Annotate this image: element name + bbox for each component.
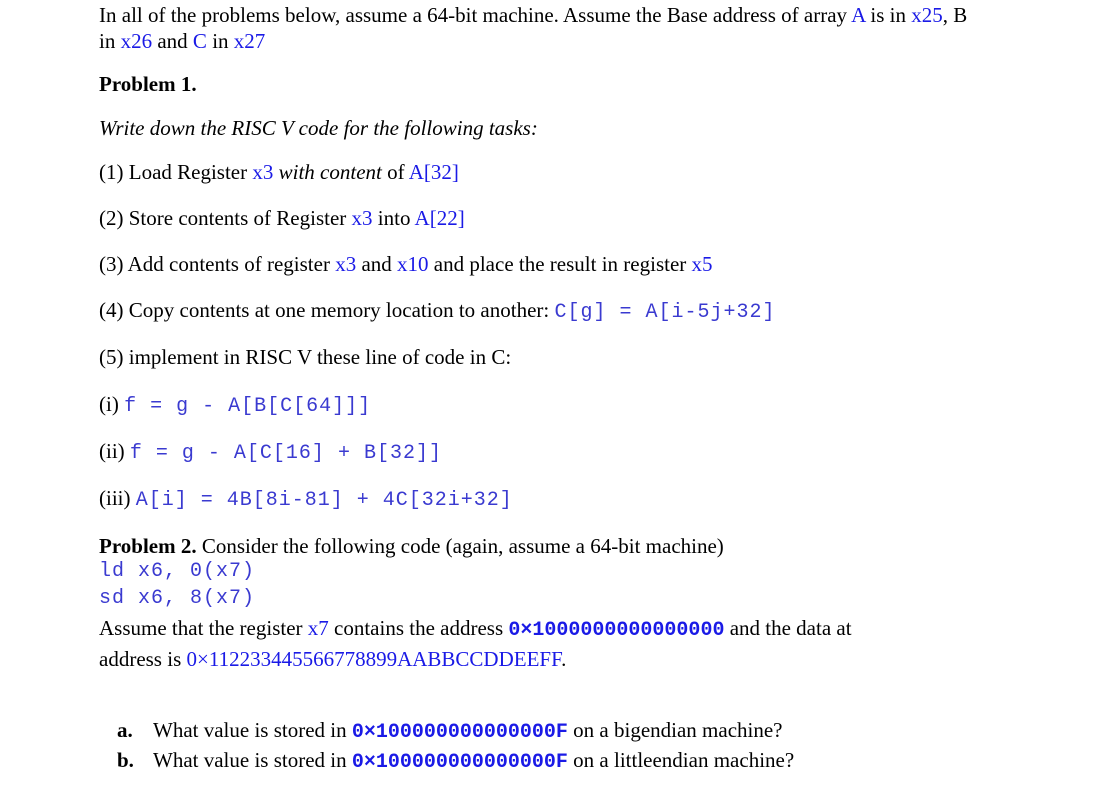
- problem-2-title: Problem 2. Consider the following code (again, assume a 64-bit machine): [99, 534, 724, 558]
- task-3: (3) Add contents of register x3 and x10 and place the result in register x5: [99, 252, 713, 276]
- subtask-iii: (iii) A[i] = 4B[8i-81] + 4C[32i+32]: [99, 486, 513, 512]
- code-line-sd: sd x6, 8(x7): [99, 587, 256, 610]
- task-4: (4) Copy contents at one memory location to another: C[g] = A[i-5j+32]: [99, 298, 776, 324]
- subtask-ii: (ii) f = g - A[C[16] + B[32]]: [99, 439, 442, 465]
- task-5: (5) implement in RISC V these line of code in C:: [99, 345, 512, 369]
- subtask-i: (i) f = g - A[B[C[64]]]: [99, 392, 372, 418]
- intro-line-1: In all of the problems below, assume a 64-bit machine. Assume the Base address of array A is in x25, B: [99, 3, 968, 27]
- task-2: (2) Store contents of Register x3 into A[22]: [99, 206, 465, 230]
- problem-1-instruction: Write down the RISC V code for the following tasks:: [99, 116, 538, 140]
- address-data-line: address is 0×112233445566778899AABBCCDDEEFF.: [99, 647, 567, 671]
- intro-line-2: in x26 and C in x27: [99, 29, 266, 53]
- task-1: (1) Load Register x3 with content of A[32]: [99, 160, 459, 184]
- question-b: b. What value is stored in 0×100000000000000F on a littleendian machine?: [117, 748, 795, 774]
- assume-line: Assume that the register x7 contains the address 0×1000000000000000 and the data at: [99, 616, 852, 642]
- code-line-ld: ld x6, 0(x7): [99, 560, 256, 583]
- problem-1-title: Problem 1.: [99, 72, 197, 96]
- question-a: a. What value is stored in 0×100000000000000F on a bigendian machine?: [117, 718, 783, 744]
